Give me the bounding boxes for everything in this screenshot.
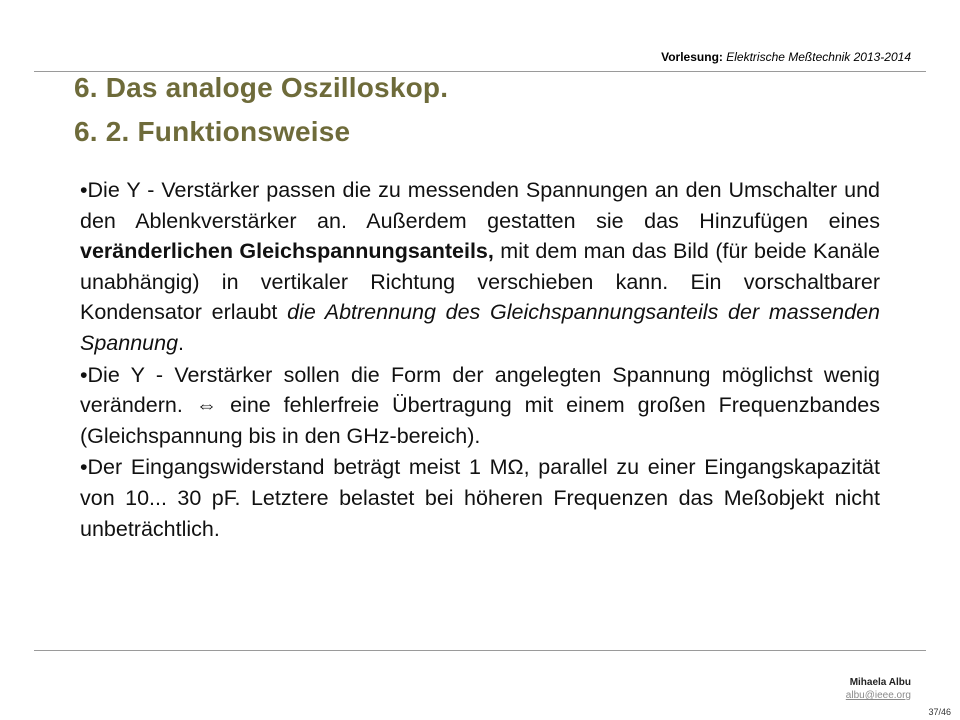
slide-subtitle: 6. 2. Funktionsweise (74, 116, 351, 147)
bullet-marker: • (80, 455, 88, 480)
bullet-text: mit dem man das Bild (für beide Kanäle unabhängig) in vertikaler Richtung verschieben kann. Ein vorschaltbarer Kondensator erlaubt (80, 239, 880, 325)
bullet-text: Die Y - Verstärker passen die zu messenden Spannungen an den Umschalter und den Ablenkverstärker an. Außerdem gestatten sie das Hinzufügen eines (80, 178, 880, 233)
author-email-link[interactable]: albu@ieee.org (845, 690, 911, 701)
footer-author-block (846, 676, 911, 702)
bullet-marker: • (80, 178, 88, 202)
bullet-text: . (178, 330, 185, 355)
bullet-marker: • (80, 362, 88, 387)
slide-content (80, 175, 880, 545)
course-name: Elektrische Meßtechnik 2013-2014 (726, 50, 911, 64)
course-header (661, 50, 911, 64)
bullet-item (80, 452, 880, 544)
bullet-item (80, 175, 880, 359)
slide-title: 6. Das analoge Oszilloskop. (74, 72, 449, 103)
page-number: 37/46 (928, 707, 951, 717)
bullet-item (80, 360, 880, 452)
bullet-emphasis-bold: veränderlichen Gleichspannungsanteils, (80, 239, 494, 264)
course-label: Vorlesung: (661, 50, 723, 64)
bullet-emphasis-italic: die Abtrennung des Gleichspannungsanteils der massenden Spannung (80, 300, 880, 355)
author-name: Mihaela Albu (849, 677, 911, 688)
bottom-divider (34, 650, 926, 651)
bullet-text: Die Y - Verstärker sollen die Form der angelegten Spannung möglichst wenig verändern. ⇔ eine fehlerfreie Übertragung mit einem großen Frequenzbandes (Gleichspannung bis in den GHz-bereich). (80, 362, 880, 448)
bullet-text: Der Eingangswiderstand beträgt meist 1 MΩ, parallel zu einer Eingangskapazität von 10... 30 pF. Letztere belastet bei höheren Frequenzen das Meßobjekt nicht unbeträchtlich. (80, 455, 880, 541)
